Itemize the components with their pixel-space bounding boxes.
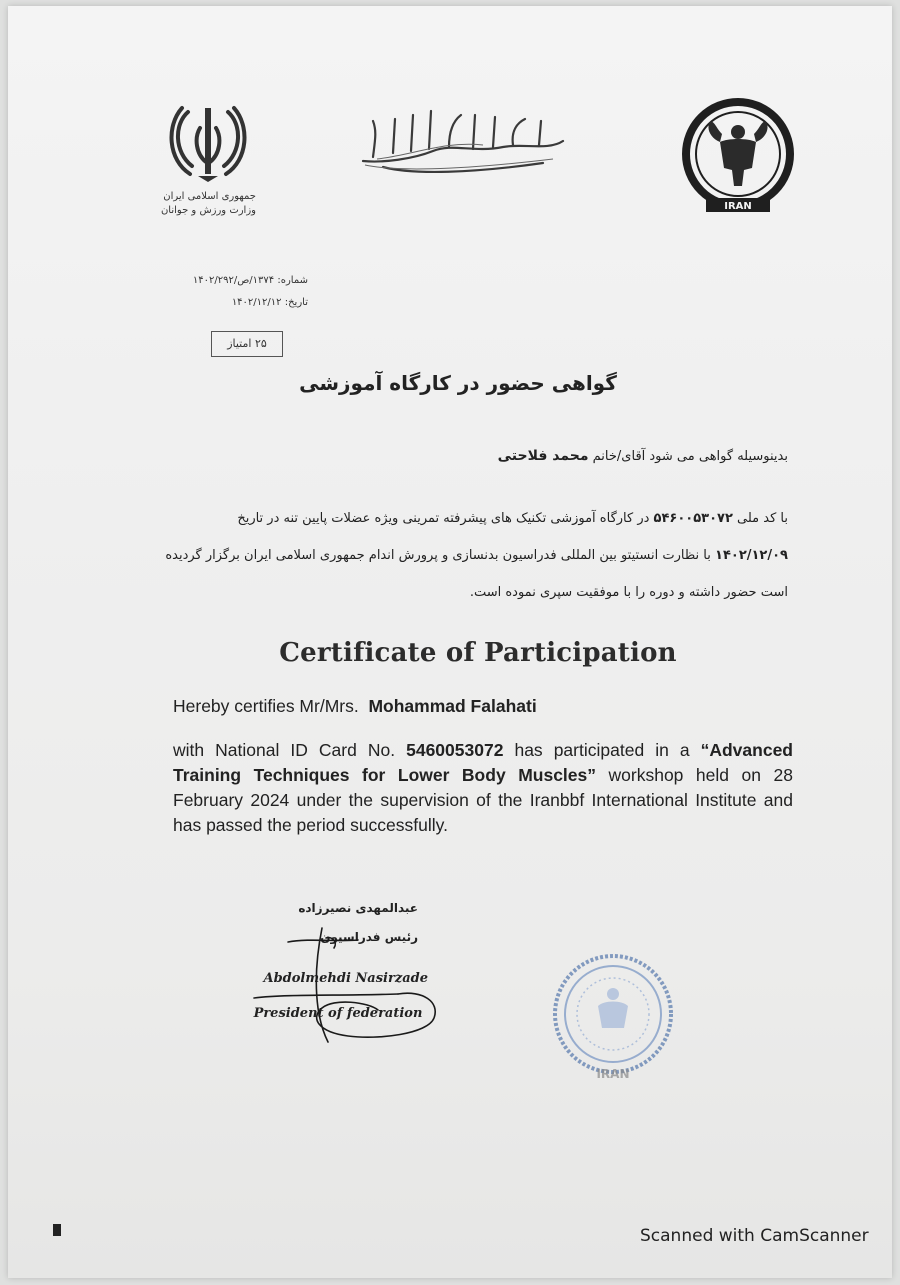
persian-certify-line bbox=[148, 448, 788, 464]
federation-logo-icon bbox=[680, 98, 796, 220]
signatory-name-persian: عبدالمهدی نصیرزاده bbox=[298, 901, 418, 915]
reference-number bbox=[168, 270, 308, 292]
reference-date-label: تاریخ: bbox=[284, 297, 308, 308]
gov-line-1: جمهوری اسلامی ایران bbox=[163, 191, 256, 202]
english-workshop-name: “Advanced Training Techniques for Lower Body Muscles” bbox=[173, 740, 793, 785]
persian-para-supervision: با نظارت انستیتو بین المللی فدراسیون بدنسازی و پرورش اندام جمهوری اسلامی ایران برگزار گردیده bbox=[165, 548, 711, 563]
signatory-title-english: President of federation bbox=[253, 1006, 423, 1021]
persian-para-workshop: در کارگاه آموزشی تکنیک های پیشرفته تمرینی ویژه عضلات پایین تنه در تاریخ bbox=[237, 511, 650, 526]
english-title: Certificate of Participation bbox=[279, 638, 677, 668]
gov-line-2: وزارت ورزش و جوانان bbox=[160, 205, 256, 216]
stamp-label: IRAN bbox=[596, 1067, 630, 1081]
english-certify-prefix: Hereby certifies Mr/Mrs. bbox=[173, 696, 359, 716]
persian-national-id: ۵۴۶۰۰۵۳۰۷۲ bbox=[653, 511, 733, 526]
persian-para-line-1 bbox=[148, 500, 788, 537]
basmala-calligraphy bbox=[353, 101, 573, 181]
reference-date bbox=[168, 292, 308, 314]
reference-number-label: شماره: bbox=[277, 275, 308, 286]
signatory-name-english: Abdolmehdi Nasirzade bbox=[263, 971, 428, 986]
persian-para-line-3: است حضور داشته و دوره را با موفقیت سپری نموده است. bbox=[469, 585, 788, 600]
english-national-id: 5460053072 bbox=[406, 740, 504, 760]
reference-block bbox=[168, 270, 308, 314]
government-ministry-text bbox=[156, 190, 256, 218]
english-body-id-prefix: with National ID Card No. bbox=[173, 740, 396, 760]
english-body-details: workshop held on 28 February 2024 under the supervision of the Iranbbf International Institute and has passed the period successfully. bbox=[173, 765, 793, 835]
score-box: ۲۵ امتیاز bbox=[211, 331, 283, 357]
handwritten-signature bbox=[248, 918, 448, 1048]
signatory-title-persian: رئیس فدراسیون bbox=[320, 930, 418, 944]
persian-paragraph bbox=[148, 500, 788, 611]
english-body-participated: has participated in a bbox=[514, 740, 690, 760]
english-recipient-name: Mohammad Falahati bbox=[368, 696, 537, 716]
persian-para-id-prefix: با کد ملی bbox=[737, 511, 788, 526]
persian-date: ۱۴۰۲/۱۲/۰۹ bbox=[715, 548, 788, 563]
reference-number-value: ۱۳۷۴/ص/۱۴۰۲/۲۹۲ bbox=[192, 275, 275, 286]
reference-date-value: ۱۴۰۲/۱۲/۱۲ bbox=[231, 297, 282, 308]
persian-recipient-name: محمد فلاحتی bbox=[497, 448, 589, 464]
persian-title: گواهی حضور در کارگاه آموزشی bbox=[299, 371, 617, 395]
persian-certify-prefix: بدینوسیله گواهی می شود آقای/خانم bbox=[592, 449, 788, 464]
federation-logo-label: IRAN bbox=[724, 201, 752, 212]
english-body bbox=[173, 738, 793, 838]
scan-corner-mark bbox=[53, 1224, 61, 1236]
persian-para-line-2 bbox=[148, 537, 788, 574]
english-certify-line bbox=[173, 696, 793, 717]
federation-stamp bbox=[548, 946, 678, 1086]
camscanner-watermark: Scanned with CamScanner bbox=[640, 1226, 869, 1246]
certificate-paper bbox=[8, 6, 892, 1278]
iran-emblem-icon bbox=[168, 102, 248, 184]
